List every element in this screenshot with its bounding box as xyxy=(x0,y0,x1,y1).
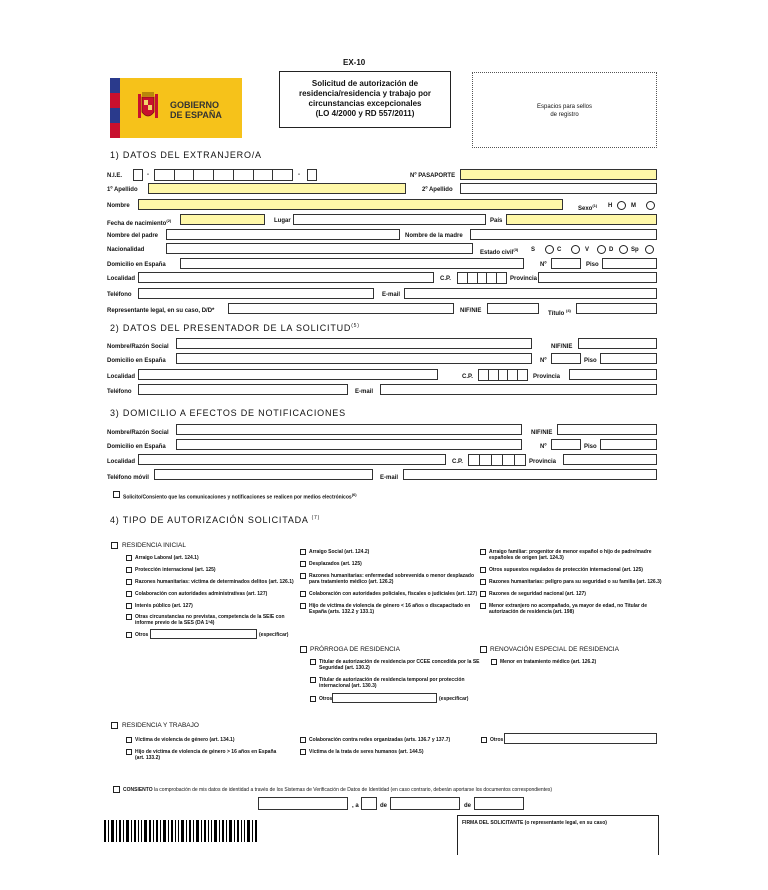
madre-label: Nombre de la madre xyxy=(405,233,463,239)
s3-nif-label: NIF/NIE xyxy=(531,430,553,436)
titulo-label: Título $^{(4)}$ xyxy=(548,308,571,317)
rep-nif-input[interactable] xyxy=(487,303,539,314)
c3-menor-label-2: autorización de residencia (art. 198) xyxy=(489,609,575,615)
rt-victima-label: Víctima de violencia de género (art. 134.1) xyxy=(135,737,235,743)
ec-s-label: S xyxy=(531,247,536,253)
residencia-trabajo-checkbox[interactable] xyxy=(111,722,118,729)
apellido2-input[interactable] xyxy=(460,183,657,194)
s3-nif-input[interactable] xyxy=(557,424,657,435)
c1-otras-checkbox[interactable] xyxy=(126,614,132,620)
residencia-inicial-label: RESIDENCIA INICIAL xyxy=(122,542,186,549)
pais-label: País xyxy=(490,218,503,224)
dia-input[interactable] xyxy=(361,797,377,810)
titulo-input[interactable] xyxy=(576,303,657,314)
s2-cp-input[interactable] xyxy=(478,369,528,381)
prorroga-temporal-checkbox[interactable] xyxy=(310,677,316,683)
ec-v-label: V xyxy=(585,247,590,253)
renovacion-menor-checkbox[interactable] xyxy=(491,659,497,665)
c1-otras-label-2: informe previo de la SES (DA 1ª4) xyxy=(135,620,215,626)
ec-sp-label: Sp xyxy=(631,247,639,253)
s2-nombre-input[interactable] xyxy=(176,338,532,349)
c2-enfermedad-label-1: Razones humanitarias: enfermedad sobrevenida o menor desplazado xyxy=(309,573,475,579)
ec-d-label: D xyxy=(609,247,614,253)
s2-cp-label: C.P. xyxy=(462,374,473,380)
form-title-1: Solicitud de autorización de xyxy=(311,79,419,88)
c2-arraigo-social-label: Arraigo Social (art. 124.2) xyxy=(309,549,370,555)
s2-domicilio-label: Domicilio en España xyxy=(107,358,166,364)
ec-sp-radio[interactable] xyxy=(645,245,654,254)
c2-colab-policial-checkbox[interactable] xyxy=(300,591,306,597)
passport-input[interactable] xyxy=(460,169,657,180)
ec-s-radio[interactable] xyxy=(545,245,554,254)
fecha-label: Fecha de nacimiento$^{(2)}$ xyxy=(107,218,172,227)
piso-label: Piso xyxy=(586,262,599,268)
prorroga-label: PRÓRROGA DE RESIDENCIA xyxy=(310,646,400,653)
rt-victima-checkbox[interactable] xyxy=(126,737,132,743)
s3-provincia-label: Provincia xyxy=(529,459,557,465)
telefono-label: Teléfono xyxy=(107,292,132,298)
c3-seguridad-checkbox[interactable] xyxy=(480,591,486,597)
s3-email-label: E-mail xyxy=(380,475,399,481)
passport-label: Nº PASAPORTE xyxy=(410,173,456,179)
form-title-box xyxy=(279,71,451,128)
c1-interes-label: Interés público (art. 127) xyxy=(135,603,193,609)
provincia-input[interactable] xyxy=(538,272,657,283)
a-label: , a xyxy=(352,803,359,809)
madre-input[interactable] xyxy=(470,229,657,240)
c1-colaboracion-label: Colaboración con autoridades administrativas (art. 127) xyxy=(135,591,268,597)
s3-num-label: Nº xyxy=(540,444,547,450)
c3-menor-label-1: Menor extranjero no acompañado, ya mayor de edad, no Titular de xyxy=(489,603,648,609)
rt-otros-input[interactable] xyxy=(504,733,657,744)
apellido2-label: 2º Apellido xyxy=(422,187,453,193)
prorroga-especificar-label: (especificar) xyxy=(439,696,469,702)
s2-piso-input[interactable] xyxy=(600,353,657,364)
registry-seal-box xyxy=(472,72,657,148)
residencia-inicial-checkbox[interactable] xyxy=(111,542,118,549)
s3-piso-input[interactable] xyxy=(600,439,657,450)
ec-v-radio[interactable] xyxy=(597,245,606,254)
padre-label: Nombre del padre xyxy=(107,233,159,239)
s3-nombre-input[interactable] xyxy=(176,424,522,435)
s3-consent-checkbox[interactable] xyxy=(113,491,120,498)
c3-arraigo-familiar-label-2: españoles de origen (art. 124.3) xyxy=(489,555,564,561)
domicilio-input[interactable] xyxy=(180,258,524,269)
c1-colaboracion-checkbox[interactable] xyxy=(126,591,132,597)
rt-trata-label: Víctima de la trata de seres humanos (art. 144.5) xyxy=(309,749,424,755)
section-4-heading: 4) TIPO DE AUTORIZACIÓN SOLICITADA $^{(7)}$ xyxy=(110,515,321,525)
c3-peligro-checkbox[interactable] xyxy=(480,579,486,585)
c2-arraigo-social-checkbox[interactable] xyxy=(300,549,306,555)
s2-localidad-input[interactable] xyxy=(138,369,438,380)
consiento-text: CONSIENTO la comprobación de mis datos de identidad a través de los Sistemas de Verificación de Datos de Identidad (en caso contrario, deberán aportarse los documentos correspondientes) xyxy=(123,787,553,793)
cp-label: C.P. xyxy=(440,276,451,282)
fecha-input[interactable] xyxy=(180,214,265,225)
de1-label: de xyxy=(380,803,388,809)
s2-provincia-label: Provincia xyxy=(533,374,561,380)
rt-trata-checkbox[interactable] xyxy=(300,749,306,755)
sexo-m-radio[interactable] xyxy=(646,201,655,210)
c1-otros-input[interactable] xyxy=(150,629,257,639)
s3-num-input[interactable] xyxy=(551,439,581,450)
prorroga-otros-label: Otros xyxy=(319,696,333,702)
renovacion-checkbox[interactable] xyxy=(480,646,487,653)
s2-email-label: E-mail xyxy=(355,389,374,395)
provincia-label: Provincia xyxy=(510,276,538,282)
seal-text-1: Espacios para sellos xyxy=(536,104,593,110)
representante-input[interactable] xyxy=(228,303,454,314)
s3-consent-text: Solicito/Consiento que las comunicaciones y notificaciones se realicen por medios electrónicos$^{(6)}$ xyxy=(123,492,357,501)
prorroga-otros-input[interactable] xyxy=(332,693,437,703)
c1-interes-checkbox[interactable] xyxy=(126,603,132,609)
residencia-trabajo-label: RESIDENCIA Y TRABAJO xyxy=(122,722,199,729)
c2-desplazados-checkbox[interactable] xyxy=(300,561,306,567)
apellido1-label: 1º Apellido xyxy=(107,187,138,193)
c3-peligro-label: Razones humanitarias: peligro para su seguridad o su familia (art. 126.3) xyxy=(489,579,662,585)
c1-proteccion-label: Protección internacional (art. 125) xyxy=(135,567,216,573)
c3-arraigo-familiar-label-1: Arraigo familiar: progenitor de menor español o hijo de padre/madre xyxy=(489,549,652,555)
rt-redes-label: Colaboración contra redes organizadas (arts. 136.7 y 137.7) xyxy=(309,737,451,743)
logo-text-2: DE ESPAÑA xyxy=(170,110,222,120)
c2-hijo-victima-label-1: Hijo de víctima de violencia de género < 16 años o discapacitado en xyxy=(309,603,471,609)
c3-seguridad-label: Razones de seguridad nacional (art. 127) xyxy=(489,591,586,597)
de2-label: de xyxy=(464,803,472,809)
c1-otras-label-1: Otras circunstancias no previstas, competencia de la SEIE con xyxy=(135,614,285,620)
s2-provincia-input[interactable] xyxy=(569,369,657,380)
rt-otros-label: Otros xyxy=(490,737,504,743)
s2-nif-input[interactable] xyxy=(578,338,657,349)
rt-hijo-label-2: (art. 133.2) xyxy=(135,755,161,761)
pais-input[interactable] xyxy=(506,214,657,225)
s3-nombre-label: Nombre/Razón Social xyxy=(107,430,169,436)
c1-proteccion-checkbox[interactable] xyxy=(126,567,132,573)
section-2-heading: 2) DATOS DEL PRESENTADOR DE LA SOLICITUD$^{(5)}$ xyxy=(110,323,360,333)
sexo-label: Sexo$^{(1)}$ xyxy=(578,203,598,212)
renovacion-menor-label: Menor en tratamiento médico (art. 126.2) xyxy=(500,659,597,665)
nacionalidad-label: Nacionalidad xyxy=(107,247,145,253)
localidad-input[interactable] xyxy=(138,272,434,283)
c2-enfermedad-checkbox[interactable] xyxy=(300,573,306,579)
c3-menor-checkbox[interactable] xyxy=(480,603,486,609)
prorroga-temporal-label-1: Titular de autorización de residencia temporal por protección xyxy=(319,677,465,683)
c1-razones-label: Razones humanitarias: víctima de determinados delitos (art. 126.1) xyxy=(135,579,294,585)
sexo-m-label: M xyxy=(631,203,636,209)
prorroga-ccee-label-1: Titular de autorización de residencia por CCEE concedida por la SE xyxy=(319,659,480,665)
nombre-input[interactable] xyxy=(138,199,563,210)
rt-redes-checkbox[interactable] xyxy=(300,737,306,743)
s3-piso-label: Piso xyxy=(584,444,597,450)
apellido1-input[interactable] xyxy=(148,183,406,194)
prorroga-checkbox[interactable] xyxy=(300,646,307,653)
logo-text-1: GOBIERNO xyxy=(170,100,220,110)
c2-enfermedad-label-2: para tratamiento médico (art. 126.2) xyxy=(309,579,394,585)
s3-telefono-label: Teléfono móvil xyxy=(107,475,149,481)
telefono-input[interactable] xyxy=(138,288,374,299)
s3-domicilio-input[interactable] xyxy=(176,439,522,450)
representante-label: Representante legal, en su caso, D/D* xyxy=(107,308,215,314)
c1-razones-checkbox[interactable] xyxy=(126,579,132,585)
barcode xyxy=(104,820,258,842)
s2-piso-label: Piso xyxy=(584,358,597,364)
estado-civil-label: Estado civil$^{(3)}$ xyxy=(480,247,519,256)
c1-especificar-label: (especificar) xyxy=(259,632,289,638)
s2-telefono-label: Teléfono xyxy=(107,389,132,395)
coat-of-arms-icon xyxy=(136,90,160,124)
s3-cp-label: C.P. xyxy=(452,459,463,465)
rt-hijo-checkbox[interactable] xyxy=(126,749,132,755)
form-title-4: (LO 4/2000 y RD 557/2011) xyxy=(315,109,415,118)
nie-suffix-field[interactable] xyxy=(307,169,317,181)
form-title-3: circunstancias excepcionales xyxy=(308,99,422,108)
lugar-firma-input[interactable] xyxy=(258,797,348,810)
nie-label: N.I.E. xyxy=(107,173,123,179)
c1-otros-label: Otros xyxy=(135,632,149,638)
s2-num-input[interactable] xyxy=(551,353,581,364)
lugar-input[interactable] xyxy=(293,214,486,225)
section-1-heading: 1) DATOS DEL EXTRANJERO/A xyxy=(110,150,262,160)
logo xyxy=(110,78,242,138)
nacionalidad-input[interactable] xyxy=(166,243,473,254)
s3-cp-input[interactable] xyxy=(468,454,526,466)
prorroga-ccee-label-2: Seguridad (art. 130.2) xyxy=(319,665,370,671)
email-input[interactable] xyxy=(404,288,657,299)
email-label: E-mail xyxy=(382,292,401,298)
rep-nif-label: NIF/NIE xyxy=(460,308,482,314)
num-label: Nº xyxy=(540,262,547,268)
prorroga-temporal-label-2: internacional (art. 130.3) xyxy=(319,683,377,689)
renovacion-label: RENOVACIÓN ESPECIAL DE RESIDENCIA xyxy=(490,646,619,653)
ec-c-radio[interactable] xyxy=(571,245,580,254)
nie-dash-2: - xyxy=(298,172,300,178)
nie-prefix-field[interactable] xyxy=(133,169,143,181)
nie-number-field[interactable] xyxy=(154,169,293,181)
c2-hijo-victima-checkbox[interactable] xyxy=(300,603,306,609)
c3-arraigo-familiar-checkbox[interactable] xyxy=(480,549,486,555)
form-title-2: residencia/residencia y trabajo por xyxy=(298,89,432,98)
c1-otros-checkbox[interactable] xyxy=(126,632,132,638)
s2-telefono-input[interactable] xyxy=(138,384,348,395)
ano-input[interactable] xyxy=(474,797,524,810)
signature-label: FIRMA DEL SOLICITANTE (o representante legal, en su caso) xyxy=(462,820,607,826)
s3-telefono-input[interactable] xyxy=(154,469,373,480)
c2-colab-policial-label: Colaboración con autoridades policiales, fiscales o judiciales (art. 127) xyxy=(309,591,478,597)
signature-box[interactable] xyxy=(457,815,659,855)
s2-nif-label: NIF/NIE xyxy=(551,344,573,350)
s2-localidad-label: Localidad xyxy=(107,374,136,380)
rt-hijo-label-1: Hijo de víctima de violencia de género > 16 años en España xyxy=(135,749,277,755)
lugar-label: Lugar xyxy=(274,218,291,224)
form-code: EX-10 xyxy=(343,58,366,67)
ec-d-radio[interactable] xyxy=(619,245,628,254)
section-3-heading: 3) DOMICILIO A EFECTOS DE NOTIFICACIONES xyxy=(110,408,346,418)
s3-localidad-input[interactable] xyxy=(138,454,446,465)
cp-input[interactable] xyxy=(457,272,507,284)
s3-email-input[interactable] xyxy=(403,469,657,480)
c1-arraigo-laboral-checkbox[interactable] xyxy=(126,555,132,561)
c3-otros-supuestos-checkbox[interactable] xyxy=(480,567,486,573)
s2-email-input[interactable] xyxy=(380,384,657,395)
rt-otros-checkbox[interactable] xyxy=(481,737,487,743)
mes-input[interactable] xyxy=(390,797,460,810)
prorroga-ccee-checkbox[interactable] xyxy=(310,659,316,665)
c1-arraigo-laboral-label: Arraigo Laboral (art. 124.1) xyxy=(135,555,199,561)
nie-dash-1: - xyxy=(147,172,149,178)
nombre-label: Nombre xyxy=(107,203,130,209)
domicilio-label: Domicilio en España xyxy=(107,262,166,268)
s3-provincia-input[interactable] xyxy=(563,454,657,465)
padre-input[interactable] xyxy=(166,229,400,240)
s2-num-label: Nº xyxy=(540,358,547,364)
ec-c-label: C xyxy=(557,247,562,253)
c2-hijo-victima-label-2: España (arts. 132.2 y 133.1) xyxy=(309,609,375,615)
seal-text-2: de registro xyxy=(550,112,579,118)
sexo-h-label: H xyxy=(608,203,613,209)
s2-nombre-label: Nombre/Razón Social xyxy=(107,344,169,350)
flag-stripes xyxy=(110,78,120,138)
prorroga-otros-checkbox[interactable] xyxy=(310,696,316,702)
consiento-checkbox[interactable] xyxy=(113,786,120,793)
num-input[interactable] xyxy=(551,258,581,269)
s2-domicilio-input[interactable] xyxy=(176,353,532,364)
localidad-label: Localidad xyxy=(107,276,136,282)
s3-domicilio-label: Domicilio en España xyxy=(107,444,166,450)
c3-otros-supuestos-label: Otros supuestos regulados de protección internacional (art. 125) xyxy=(489,567,643,573)
piso-input[interactable] xyxy=(602,258,657,269)
s3-localidad-label: Localidad xyxy=(107,459,136,465)
sexo-h-radio[interactable] xyxy=(617,201,626,210)
c2-desplazados-label: Desplazados (art. 125) xyxy=(309,561,362,567)
